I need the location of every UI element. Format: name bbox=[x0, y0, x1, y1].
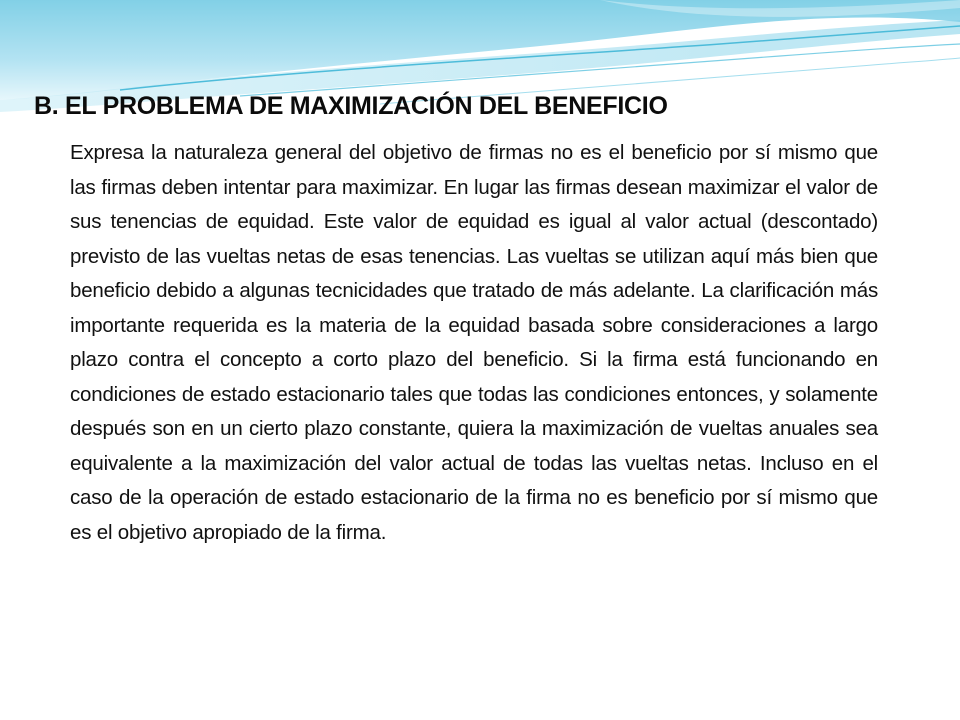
slide-body-paragraph: Expresa la naturaleza general del objetivo de firmas no es el beneficio por sí mismo que las firmas deben intentar para maximizar. En lugar las firmas desean maximizar el valor de sus tenencias de equidad. Este valor de equidad es igual al valor actual (descontado) previsto de las vueltas netas de esas tenencias. Las vueltas se utilizan aquí más bien que beneficio debido a algunas tecnicidades que tratado de más adelante. La clarificación más importante requerida es la materia de la equidad basada sobre consideraciones a largo plazo contra el concepto a corto plazo del beneficio. Si la firma está funcionando en condiciones de estado estacionario tales que todas las condiciones entonces, y solamente después son en un cierto plazo constante, quiera la maximización de vueltas anuales sea equivalente a la maximización del valor actual de todas las vueltas netas. Incluso en el caso de la operación de estado estacionario de la firma no es beneficio por sí mismo que es el objetivo apropiado de la firma. bbox=[70, 141, 878, 544]
slide-title: B. EL PROBLEMA DE MAXIMIZACIÓN DEL BENEFICIO bbox=[34, 92, 668, 120]
